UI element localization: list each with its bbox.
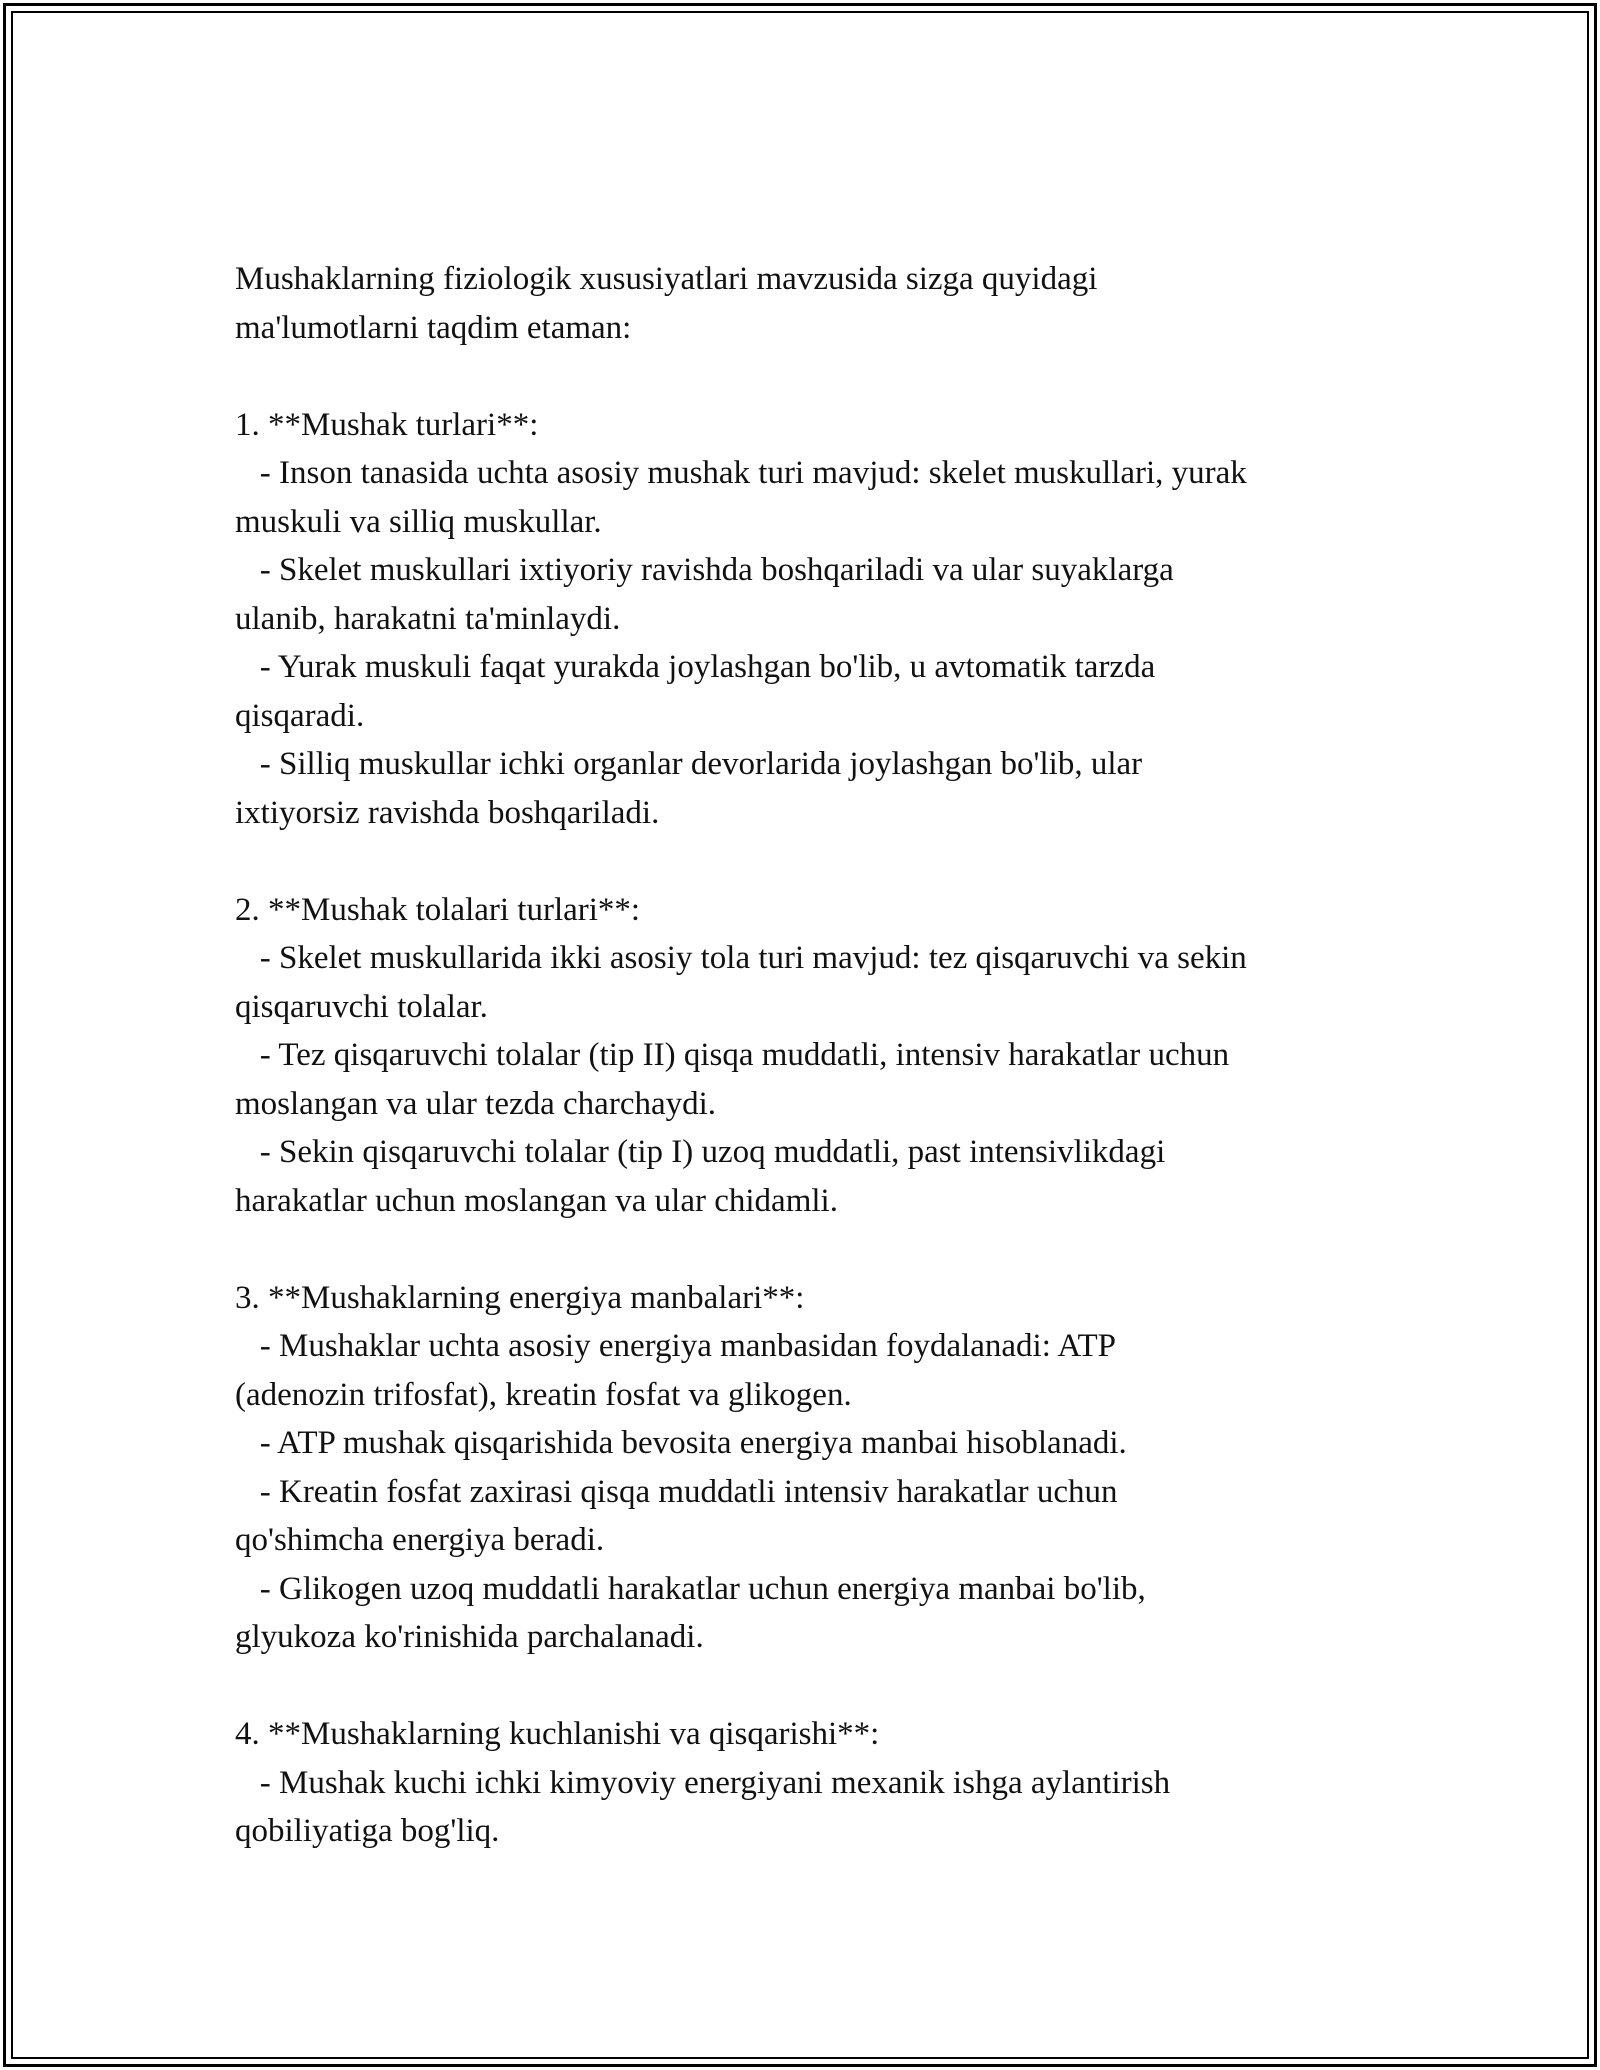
section-line: qisqaradi. bbox=[235, 697, 365, 734]
section-line: - Inson tanasida uchta asosiy mushak turi mavjud: skelet muskullari, yurak bbox=[235, 455, 1247, 491]
intro-line: ma'lumotlarni taqdim etaman: bbox=[235, 309, 632, 346]
section-line: - Silliq muskullar ichki organlar devorlarida joylashgan bo'lib, ular bbox=[235, 746, 1143, 782]
section-heading: 1. **Mushak turlari**: bbox=[235, 406, 539, 443]
section-line: moslangan va ular tezda charchaydi. bbox=[235, 1085, 717, 1122]
section-line: glyukoza ko'rinishida parchalanadi. bbox=[235, 1619, 704, 1655]
section-line: - Sekin qisqaruvchi tolalar (tip I) uzoq muddatli, past intensivlikdagi bbox=[235, 1134, 1166, 1170]
section-heading: 3. **Mushaklarning energiya manbalari**: bbox=[235, 1279, 805, 1316]
section-line: - ATP mushak qisqarishida bevosita energiya manbai hisoblanadi. bbox=[235, 1425, 1127, 1461]
section-line: ulanib, harakatni ta'minlaydi. bbox=[235, 600, 621, 637]
intro-paragraph bbox=[235, 255, 1415, 352]
section-line: - Mushak kuchi ichki kimyoviy energiyani mexanik ishga aylantirish bbox=[235, 1764, 1171, 1801]
section-line: - Yurak muskuli faqat yurakda joylashgan bo'lib, u avtomatik tarzda bbox=[235, 649, 1156, 685]
section-line: qisqaruvchi tolalar. bbox=[235, 988, 488, 1025]
section-line: - Skelet muskullari ixtiyoriy ravishda boshqariladi va ular suyaklarga bbox=[235, 552, 1174, 588]
paragraph-gap bbox=[235, 352, 1415, 401]
section-energy-sources bbox=[235, 1274, 1415, 1662]
paragraph-gap bbox=[235, 1225, 1415, 1274]
section-heading: 4. **Mushaklarning kuchlanishi va qisqarishi**: bbox=[235, 1716, 880, 1752]
paragraph-gap bbox=[235, 837, 1415, 886]
section-line: - Mushaklar uchta asosiy energiya manbasidan foydalanadi: ATP bbox=[235, 1328, 1117, 1364]
section-heading: 2. **Mushak tolalari turlari**: bbox=[235, 891, 641, 928]
paragraph-gap bbox=[235, 1662, 1415, 1711]
section-muscle-types bbox=[235, 401, 1415, 838]
section-line: qobiliyatiga bog'liq. bbox=[235, 1813, 500, 1849]
section-tension-contraction bbox=[235, 1710, 1415, 1856]
section-line: ixtiyorsiz ravishda boshqariladi. bbox=[235, 794, 660, 831]
section-fiber-types bbox=[235, 886, 1415, 1226]
section-line: harakatlar uchun moslangan va ular chidamli. bbox=[235, 1182, 838, 1219]
intro-line: Mushaklarning fiziologik xususiyatlari mavzusida sizga quyidagi bbox=[235, 261, 1098, 297]
document-body bbox=[235, 255, 1415, 1856]
section-line: - Tez qisqaruvchi tolalar (tip II) qisqa muddatli, intensiv harakatlar uchun bbox=[235, 1037, 1230, 1073]
section-line: (adenozin trifosfat), kreatin fosfat va glikogen. bbox=[235, 1376, 852, 1413]
section-line: - Kreatin fosfat zaxirasi qisqa muddatli intensiv harakatlar uchun bbox=[235, 1473, 1118, 1510]
section-line: muskuli va silliq muskullar. bbox=[235, 503, 602, 540]
section-line: qo'shimcha energiya beradi. bbox=[235, 1522, 605, 1558]
section-line: - Glikogen uzoq muddatli harakatlar uchun energiya manbai bo'lib, bbox=[235, 1570, 1146, 1607]
section-line: - Skelet muskullarida ikki asosiy tola turi mavjud: tez qisqaruvchi va sekin bbox=[235, 940, 1247, 976]
